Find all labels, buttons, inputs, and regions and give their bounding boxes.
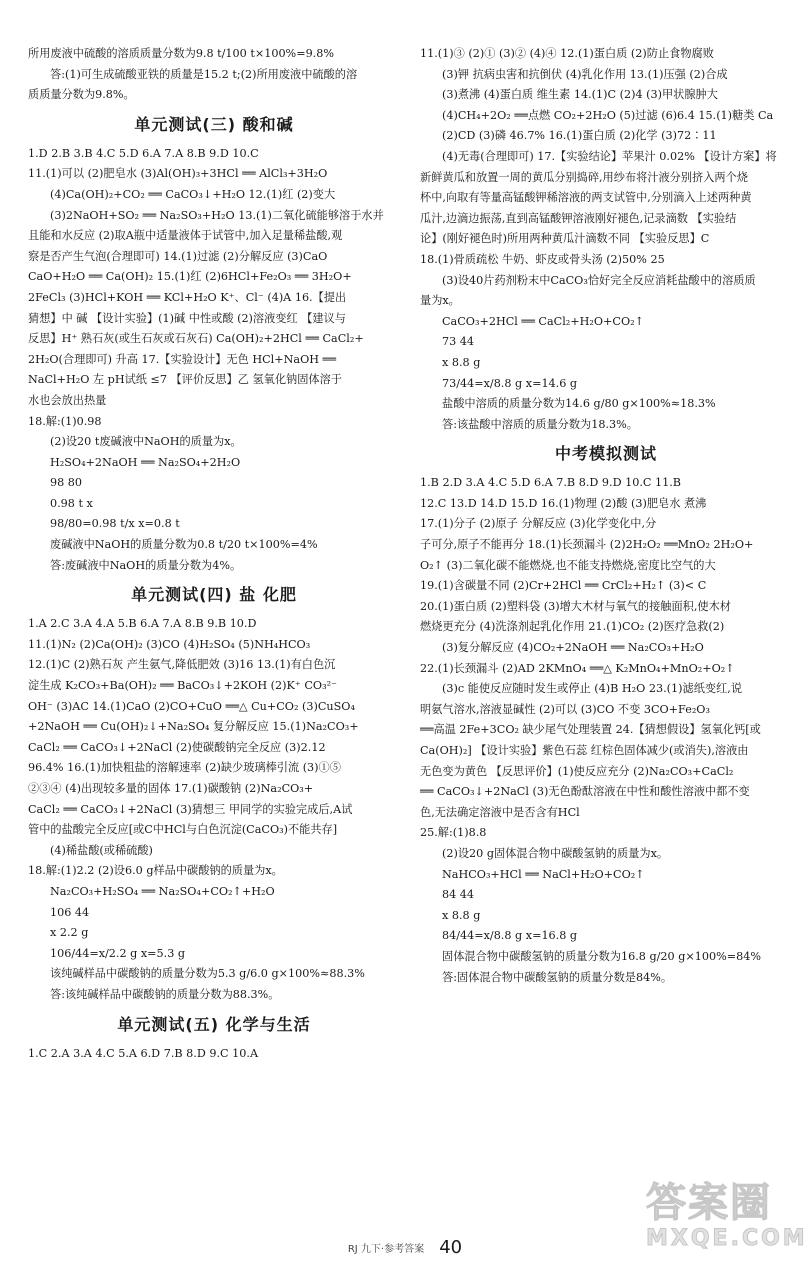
answer-line: 11.(1)③ (2)① (3)② (4)④ 12.(1)蛋白质 (2)防止食物腐败 [420, 47, 714, 60]
answer-line: 量为x。 [420, 294, 460, 308]
answer-line: 色,无法确定溶液中是否含有HCl [420, 805, 580, 819]
footer-label: RJ 九下·参考答案 [347, 1244, 425, 1255]
answer-line: 燃烧更充分 (4)洗涤剂起乳化作用 21.(1)CO₂ (2)医疗急救(2) [420, 620, 725, 634]
answer-line: CaO+H₂O ══ Ca(OH)₂ 15.(1)红 (2)6HCl+Fe₂O₃ ══ 3H₂O+ [28, 270, 352, 284]
answer-line: 盐酸中溶质的质量分数为14.6 g/80 g×100%≈18.3% [442, 397, 716, 411]
answer-line: CaCl₂ ══ CaCO₃↓+2NaCl (3)猜想三 甲同学的实验完成后,A试 [28, 802, 353, 816]
answer-line: 0.98 t x [50, 496, 93, 510]
watermark-url: MXQE.COM [646, 1226, 808, 1251]
answer-line: (4)无毒(合理即可) 17.【实验结论】苹果汁 0.02% 【设计方案】将 [442, 149, 777, 163]
answer-line: (3)钾 抗病虫害和抗倒伏 (4)乳化作用 13.(1)压强 (2)合成 [442, 67, 728, 81]
answer-line: CaCl₂ ══ CaCO₃↓+2NaCl (2)使碳酸钠完全反应 (3)2.12 [28, 740, 326, 754]
answer-line: 水也会放出热量 [28, 393, 107, 407]
answer-line: 淀生成 K₂CO₃+Ba(OH)₂ ══ BaCO₃↓+2KOH (2)K⁺ CO₃²⁻ [28, 679, 337, 693]
left-column [28, 44, 400, 1064]
answer-line: 管中的盐酸完全反应[或C中HCl与白色沉淀(CaCO₃)不能共存] [28, 823, 338, 837]
answer-line: 22.(1)长颈漏斗 (2)AD 2KMnO₄ ══△ K₂MnO₄+MnO₂+O₂↑ [420, 661, 735, 675]
answer-line: 答:(1)可生成硫酸亚铁的质量是15.2 t;(2)所用废液中硫酸的溶 [50, 67, 358, 81]
answer-line: (3)复分解反应 (4)CO₂+2NaOH ══ Na₂CO₃+H₂O [442, 641, 704, 655]
answer-line: 84/44=x/8.8 g x=16.8 g [442, 929, 578, 943]
answer-line: NaCl+H₂O 左 pH试纸 ≤7 【评价反思】乙 氢氧化钠固体溶于 [28, 373, 342, 387]
answer-line: CaCO₃+2HCl ══ CaCl₂+H₂O+CO₂↑ [442, 314, 645, 328]
answer-line: (2)设20 g固体混合物中碳酸氢钠的质量为x。 [442, 846, 669, 860]
page-number: 40 [439, 1237, 463, 1258]
answer-line: (3)设40片药剂粉末中CaCO₃恰好完全反应消耗盐酸中的溶质质 [442, 273, 756, 287]
left-intro-block [28, 44, 400, 106]
answer-line: 106/44=x/2.2 g x=5.3 g [50, 946, 186, 960]
answer-line: 18.(1)骨质疏松 牛奶、虾皮或骨头汤 (2)50% 25 [420, 252, 665, 266]
answer-line: 论】(刚好褪色时)所用两种黄瓜汁滴数不同 【实验反思】C [420, 232, 710, 246]
unit-4-answers [28, 614, 400, 1005]
answer-line: 猜想】中 碱 【设计实验】(1)碱 中性或酸 (2)溶液变红 【建议与 [28, 311, 346, 325]
section-heading-unit-5: 单元测试(五) 化学与生活 [117, 1014, 311, 1034]
answer-line: OH⁻ (3)AC 14.(1)CaO (2)CO+CuO ══△ Cu+CO₂ (3)CuSO₄ [28, 699, 355, 713]
answer-line: 84 44 [442, 888, 475, 902]
answer-line: 17.(1)分子 (2)原子 分解反应 (3)化学变化中,分 [420, 517, 657, 531]
answer-line: 96.4% 16.(1)加快粗盐的溶解速率 (2)缺少玻璃棒引流 (3)①⑤ [28, 761, 341, 775]
answer-line: Ca(OH)₂] 【设计实验】紫色石蕊 红棕色固体减少(或消失),溶液由 [420, 744, 749, 757]
answer-line: 答:废碱液中NaOH的质量分数为4%。 [50, 558, 242, 572]
unit-5-continued-answers [420, 44, 792, 435]
answer-line: 98 80 [50, 476, 83, 490]
answer-line: (4)稀盐酸(或稀硫酸) [50, 843, 153, 857]
answer-line: 固体混合物中碳酸氢钠的质量分数为16.8 g/20 g×100%=84% [442, 949, 761, 963]
answer-line: 106 44 [50, 905, 90, 919]
answer-line: +2NaOH ══ Cu(OH)₂↓+Na₂SO₄ 复分解反应 15.(1)Na₂CO₃+ [28, 720, 359, 734]
answer-line: 反思】H⁺ 熟石灰(或生石灰或石灰石) Ca(OH)₂+2HCl ══ CaCl₂+ [28, 332, 364, 346]
section-heading-unit-3: 单元测试(三) 酸和碱 [134, 114, 294, 134]
answer-line: (3)2NaOH+SO₂ ══ Na₂SO₃+H₂O 13.(1)二氧化硫能够溶于水并 [50, 208, 384, 222]
answer-line: 19.(1)含碳量不同 (2)Cr+2HCl ══ CrCl₂+H₂↑ (3)< C [420, 579, 707, 593]
answer-line: 所用废液中硫酸的溶质质量分数为9.8 t/100 t×100%=9.8% [28, 47, 334, 60]
answer-line: NaHCO₃+HCl ══ NaCl+H₂O+CO₂↑ [442, 867, 645, 881]
answer-line: 1.D 2.B 3.B 4.C 5.D 6.A 7.A 8.B 9.D 10.C [28, 146, 259, 160]
answer-line: 12.(1)C (2)熟石灰 产生氨气,降低肥效 (3)16 13.(1)有白色沉 [28, 658, 336, 672]
answer-line: 25.解:(1)8.8 [420, 826, 487, 840]
answer-line: 答:固体混合物中碳酸氢钠的质量分数是84%。 [442, 970, 673, 984]
answer-line: x 2.2 g [50, 926, 89, 940]
answer-line: 2H₂O(合理即可) 升高 17.【实验设计】无色 HCl+NaOH ══ [28, 352, 337, 366]
answer-line: (3)煮沸 (4)蛋白质 维生素 14.(1)C (2)4 (3)甲状腺肿大 [442, 88, 718, 102]
answer-line: 18.解:(1)0.98 [28, 414, 102, 428]
watermark-logo [646, 1180, 808, 1270]
answer-line: ②③④ (4)出现较多量的固体 17.(1)碳酸钠 (2)Na₂CO₃+ [28, 782, 314, 795]
answer-line: 质质量分数为9.8%。 [28, 88, 135, 102]
answer-line: 1.B 2.D 3.A 4.C 5.D 6.A 7.B 8.D 9.D 10.C 11.B [420, 476, 682, 490]
section-heading-unit-4: 单元测试(四) 盐 化肥 [131, 585, 297, 605]
right-column [420, 44, 792, 988]
answer-line: x 8.8 g [442, 908, 481, 922]
answer-line: (4)CH₄+2O₂ ══点燃 CO₂+2H₂O (5)过滤 (6)6.4 15.(1)糖类 Ca [442, 108, 774, 122]
answer-line: 11.(1)可以 (2)肥皂水 (3)Al(OH)₃+3HCl ══ AlCl₃+3H₂O [28, 167, 328, 181]
unit-3-answers [28, 144, 400, 576]
answer-line: 察是否产生气泡(合理即可) 14.(1)过滤 (2)分解反应 (3)CaO [28, 249, 328, 263]
answer-line: 11.(1)N₂ (2)Ca(OH)₂ (3)CO (4)H₂SO₄ (5)NH₄HCO₃ [28, 637, 311, 651]
answer-line: 73 44 [442, 335, 475, 349]
answer-line: 该纯碱样品中碳酸钠的质量分数为5.3 g/6.0 g×100%≈88.3% [50, 967, 365, 981]
answer-line: x 8.8 g [442, 355, 481, 369]
answer-line: 20.(1)蛋白质 (2)塑料袋 (3)增大木材与氧气的接触面积,使木材 [420, 599, 731, 613]
answer-line: 12.C 13.D 14.D 15.D 16.(1)物理 (2)酸 (3)肥皂水 煮沸 [420, 496, 707, 510]
answer-line: 73/44=x/8.8 g x=14.6 g [442, 376, 578, 390]
answer-line: 无色变为黄色 【反思评价】(1)使反应充分 (2)Na₂CO₃+CaCl₂ [420, 764, 734, 778]
unit-5-answers [28, 1044, 400, 1065]
answer-line: O₂↑ (3)二氧化碳不能燃烧,也不能支持燃烧,密度比空气的大 [420, 558, 716, 572]
answer-line: 且能和水反应 (2)取A瓶中适量液体于试管中,加入足量稀盐酸,观 [28, 229, 343, 243]
answer-line: (3)c 能使反应随时发生或停止 (4)B H₂O 23.(1)滤纸变红,说 [442, 682, 743, 696]
answer-line: 杯中,向取有等量高锰酸钾稀溶液的两支试管中,分别滴入上述两种黄 [420, 191, 752, 205]
answer-line: 答:该盐酸中溶质的质量分数为18.3%。 [442, 417, 638, 431]
answer-line: 新鲜黄瓜和放置一周的黄瓜分别捣碎,用纱布将汁液分别挤入两个烧 [420, 170, 748, 184]
answer-line: ══高温 2Fe+3CO₂ 缺少尾气处理装置 24.【猜想假设】氢氧化钙[或 [420, 723, 761, 737]
watermark-title: 答案圈 [646, 1180, 772, 1226]
answer-line: 2FeCl₃ (3)HCl+KOH ══ KCl+H₂O K⁺、Cl⁻ (4)A 16.【提出 [28, 290, 347, 304]
answer-line: (2)设20 t废碱液中NaOH的质量为x。 [50, 435, 242, 449]
answer-line: ══ CaCO₃↓+2NaCl (3)无色酚酞溶液在中性和酸性溶液中都不变 [420, 785, 750, 799]
answer-line: 1.A 2.C 3.A 4.A 5.B 6.A 7.A 8.B 9.B 10.D [28, 617, 257, 631]
answer-line: (4)Ca(OH)₂+CO₂ ══ CaCO₃↓+H₂O 12.(1)红 (2)变大 [50, 187, 336, 201]
mock-exam-answers [420, 473, 792, 988]
answer-line: 18.解:(1)2.2 (2)设6.0 g样品中碳酸钠的质量为x。 [28, 864, 283, 878]
answer-line: 答:该纯碱样品中碳酸钠的质量分数为88.3%。 [50, 987, 280, 1001]
answer-line: 98/80=0.98 t/x x=0.8 t [50, 517, 180, 531]
answer-line: Na₂CO₃+H₂SO₄ ══ Na₂SO₄+CO₂↑+H₂O [50, 884, 275, 898]
answer-line: 子可分,原子不能再分 18.(1)长颈漏斗 (2)2H₂O₂ ══MnO₂ 2H₂O+ [420, 538, 754, 552]
answer-line: 废碱液中NaOH的质量分数为0.8 t/20 t×100%=4% [50, 538, 318, 552]
answer-line: (2)CD (3)磷 46.7% 16.(1)蛋白质 (2)化学 (3)72∶11 [442, 129, 717, 143]
answer-line: 明氨气溶水,溶液显碱性 (2)可以 (3)CO 不变 3CO+Fe₂O₃ [420, 702, 710, 716]
section-heading-mock-exam: 中考模拟测试 [554, 444, 657, 464]
answer-line: 1.C 2.A 3.A 4.C 5.A 6.D 7.B 8.D 9.C 10.A [28, 1046, 259, 1060]
answer-line: 瓜汁,边滴边振荡,直到高锰酸钾溶液刚好褪色,记录滴数 【实验结 [420, 211, 737, 225]
answer-line: H₂SO₄+2NaOH ══ Na₂SO₄+2H₂O [50, 455, 241, 469]
